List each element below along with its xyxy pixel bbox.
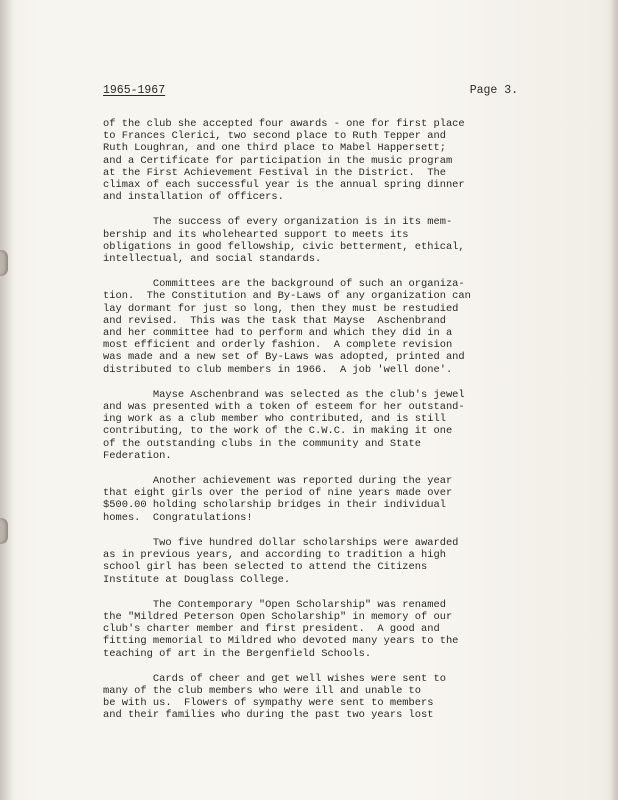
text-line: school girl has been selected to attend the Citizens — [103, 561, 428, 574]
text-line: lay dormant for just so long, then they must be restudied — [103, 302, 459, 315]
text-line: tion. The Constitution and By-Laws of any organization can — [103, 290, 471, 303]
text-line: Cards of cheer and get well wishes were sent to — [103, 672, 446, 685]
text-line: intellectual, and social standards. — [103, 253, 322, 266]
text-line: and her committee had to perform and which they did in a — [103, 327, 453, 340]
text-line: that eight girls over the period of nine years made over — [103, 487, 453, 500]
text-line: Mayse Aschenbrand was selected as the club's jewel — [103, 388, 465, 401]
text-line: The success of every organization is in its mem- — [103, 216, 453, 229]
page-header — [103, 84, 518, 100]
text-line: and a Certificate for participation in the music program — [103, 154, 453, 167]
text-line: Institute at Douglass College. — [103, 573, 291, 586]
paragraph — [103, 216, 543, 265]
punch-hole — [0, 518, 8, 544]
text-line: at the First Achievement Festival in the District. The — [103, 166, 446, 179]
text-line: teaching of art in the Bergenfield Schools. — [103, 647, 372, 660]
page-number: Page 3. — [469, 84, 518, 97]
text-line: and installation of officers. — [103, 191, 284, 204]
paragraph — [103, 389, 543, 462]
text-line: $500.00 holding scholarship bridges in their individual — [103, 499, 446, 512]
text-line: was made and a new set of By-Laws was adopted, printed and — [103, 351, 465, 364]
paragraph — [103, 118, 543, 203]
text-line: of the outstanding clubs in the community and State — [103, 437, 422, 450]
text-line: fitting memorial to Mildred who devoted many years to the — [103, 635, 459, 648]
text-line: Federation. — [103, 449, 172, 462]
text-line: climax of each successful year is the annual spring dinner — [103, 179, 465, 192]
text-line: and their families who during the past two years lost — [103, 709, 434, 722]
text-line: and revised. This was the task that Mayse Aschenbrand — [103, 314, 446, 327]
text-line: most efficient and orderly fashion. A complete revision — [103, 339, 453, 352]
text-line: Ruth Loughran, and one third place to Mabel Happersett; — [103, 142, 446, 155]
paragraph — [103, 673, 543, 722]
paragraph — [103, 599, 543, 660]
text-line: ing work as a club member who contributed, and is still — [103, 413, 446, 426]
text-line: homes. Congratulations! — [103, 511, 253, 524]
text-line: distributed to club members in 1966. A job 'well done'. — [103, 363, 453, 376]
text-line: bership and its wholehearted support to meets its — [103, 228, 409, 241]
text-line: and was presented with a token of esteem for her outstand- — [103, 401, 465, 414]
paragraph — [103, 537, 543, 586]
text-line: as in previous years, and according to tradition a high — [103, 549, 446, 562]
text-line: the "Mildred Peterson Open Scholarship" in memory of our — [103, 610, 453, 623]
text-line: Committees are the background of such an organiza- — [103, 278, 465, 291]
date-range: 1965-1967 — [103, 84, 166, 97]
text-line: The Contemporary "Open Scholarship" was renamed — [103, 598, 446, 611]
text-line: to Frances Clerici, two second place to Ruth Tepper and — [103, 130, 446, 143]
text-line: contributing, to the work of the C.W.C. in making it one — [103, 425, 453, 438]
body-text — [103, 118, 543, 735]
text-line: Two five hundred dollar scholarships were awarded — [103, 536, 459, 549]
punch-hole — [0, 250, 8, 276]
text-line: of the club she accepted four awards - one for first place — [103, 118, 465, 130]
text-line: many of the club members who were ill and unable to — [103, 684, 422, 697]
text-line: Another achievement was reported during the year — [103, 475, 453, 488]
text-line: club's charter member and first president. A good and — [103, 623, 440, 636]
paragraph — [103, 475, 543, 524]
paragraph — [103, 278, 543, 376]
text-line: obligations in good fellowship, civic betterment, ethical, — [103, 240, 465, 253]
page-edge — [610, 0, 618, 800]
binding-shadow — [0, 0, 14, 800]
text-line: be with us. Flowers of sympathy were sent to members — [103, 697, 434, 710]
